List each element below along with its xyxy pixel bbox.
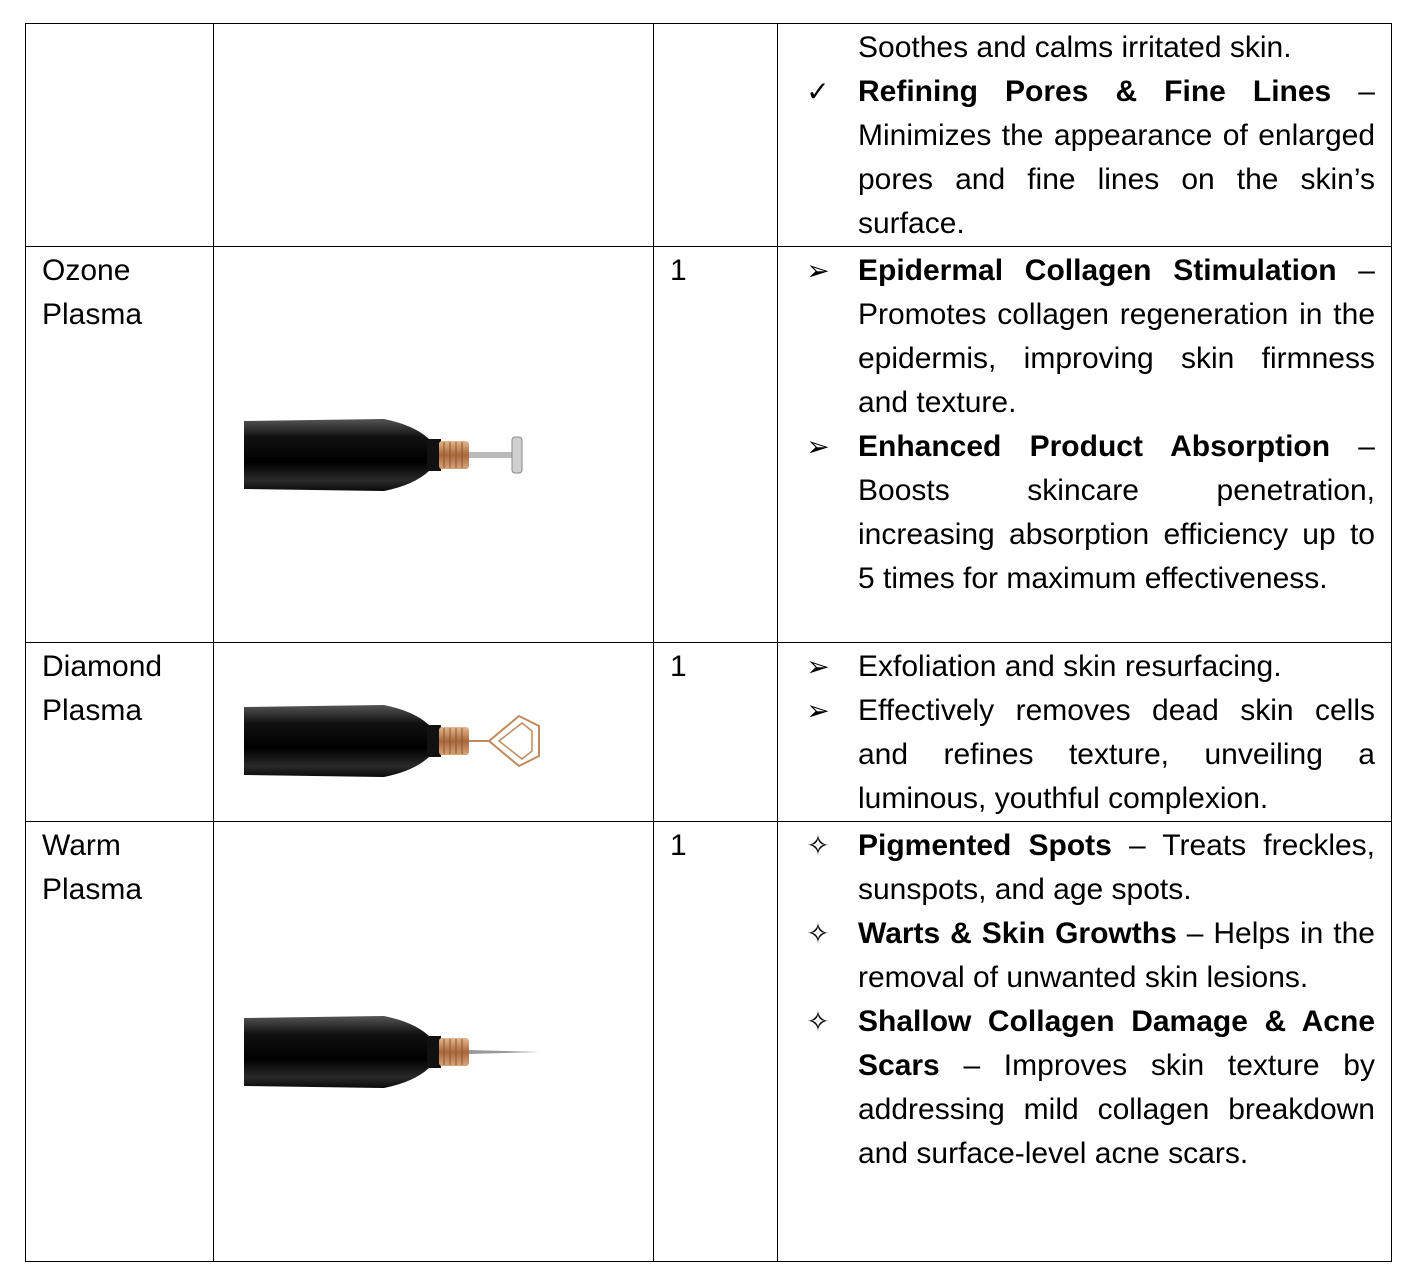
product-name: [26, 24, 214, 247]
list-item: [778, 645, 1375, 689]
quantity: 1: [654, 822, 778, 1262]
description: [778, 643, 1392, 822]
product-spec-table: [25, 23, 1392, 1262]
list-item: [778, 70, 1375, 246]
feature-text: – Treats freckles, sunspots, and age spots.: [858, 829, 1376, 906]
feature-title: Enhanced Product Absorption: [858, 430, 1331, 463]
product-image-cell: [214, 24, 654, 247]
description: [778, 24, 1392, 247]
table-row: [26, 24, 1392, 247]
feature-text: – Improves skin texture by addressing mild collagen breakdown and surface-level acne scars.: [858, 1049, 1375, 1170]
list-item: [778, 912, 1375, 1000]
feature-title: Pigmented Spots: [858, 829, 1112, 862]
feature-title: Shallow Collagen Damage & Acne Scars: [858, 1005, 1375, 1082]
product-name: Diamond Plasma: [26, 643, 214, 822]
feature-text: – Promotes collagen regeneration in the epidermis, improving skin firmness and texture.: [858, 254, 1375, 419]
table-row: [26, 643, 1392, 822]
description: [778, 822, 1392, 1262]
quantity: 1: [654, 247, 778, 643]
continued-text: Soothes and calms irritated skin.: [858, 31, 1292, 64]
plasma-pen-image: [244, 701, 544, 781]
list-item: [778, 425, 1375, 601]
product-name: Ozone Plasma: [26, 247, 214, 643]
list-item: [778, 1000, 1375, 1176]
description: [778, 247, 1392, 643]
feature-text: – Boosts skincare penetration, increasing absorption efficiency up to 5 times for maximum effectiveness.: [858, 430, 1375, 595]
bullet-icon: ➢: [806, 254, 830, 287]
list-item: [778, 689, 1375, 821]
bullet-icon: ✧: [806, 1005, 830, 1038]
product-image-cell: [214, 247, 654, 643]
bullet-icon: ➢: [806, 694, 830, 727]
list-item: [778, 824, 1375, 912]
feature-text: – Helps in the removal of unwanted skin lesions.: [858, 917, 1375, 994]
feature-text: – Minimizes the appearance of enlarged pores and fine lines on the skin’s surface.: [858, 75, 1375, 240]
quantity: [654, 24, 778, 247]
product-image-cell: [214, 822, 654, 1262]
quantity: 1: [654, 643, 778, 822]
plasma-pen-image: [244, 415, 544, 495]
table-row: [26, 822, 1392, 1262]
feature-title: Warts & Skin Growths: [858, 917, 1177, 950]
feature-text: Effectively removes dead skin cells and refines texture, unveiling a luminous, youthful complexion.: [858, 694, 1375, 815]
bullet-icon: ✧: [806, 917, 830, 950]
feature-title: Refining Pores & Fine Lines: [858, 75, 1332, 108]
plasma-pen-image: [244, 1012, 544, 1092]
product-image-cell: [214, 643, 654, 822]
bullet-icon: ➢: [806, 430, 830, 463]
list-item: [778, 249, 1375, 425]
feature-text: Exfoliation and skin resurfacing.: [858, 650, 1282, 683]
table-row: [26, 247, 1392, 643]
product-name: Warm Plasma: [26, 822, 214, 1262]
bullet-icon: ✓: [806, 75, 830, 108]
feature-title: Epidermal Collagen Stimulation: [858, 254, 1337, 287]
bullet-icon: ✧: [806, 829, 830, 862]
bullet-icon: ➢: [806, 650, 830, 683]
